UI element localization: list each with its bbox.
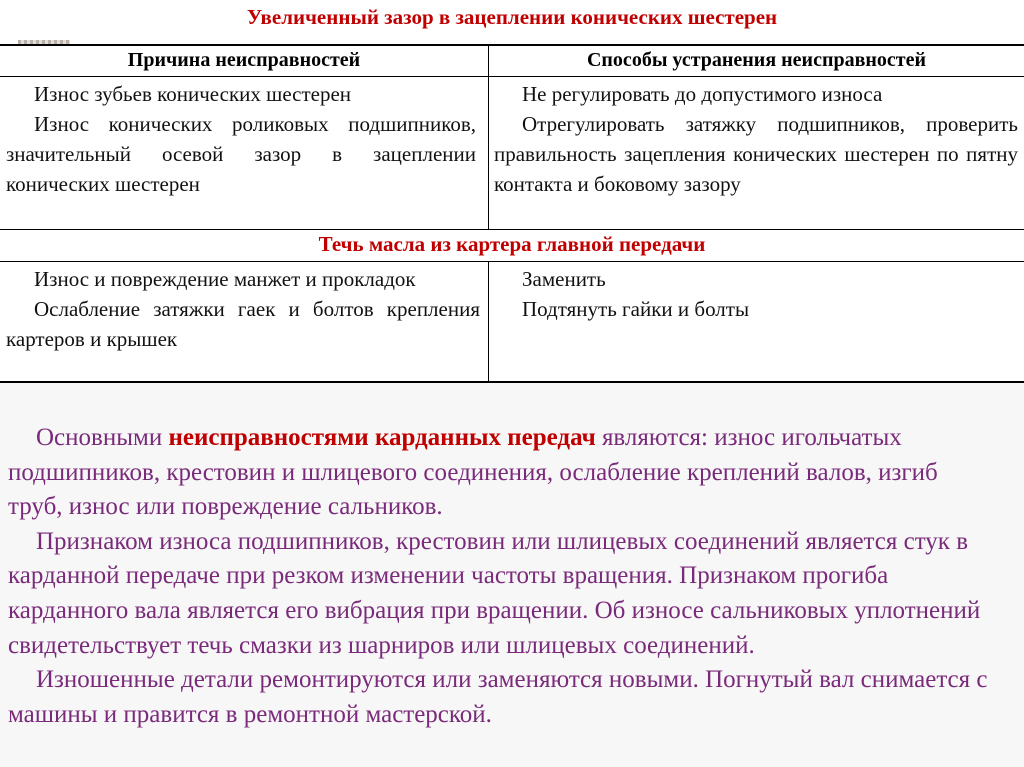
faults-table	[0, 44, 1024, 383]
paragraph-1	[8, 421, 988, 525]
cause-item: Износ и повреждение манжет и прокладок	[34, 267, 416, 291]
paragraph-3: Изношенные детали ремонтируются или заменяются новыми. Погнутый вал снимается с машины и правится в ремонтной мастерской.	[8, 666, 988, 728]
remedy-item: Подтянуть гайки и болты	[522, 297, 750, 321]
cause-item: Износ зубьев конических шестерен	[34, 82, 352, 106]
body-text	[8, 421, 988, 732]
header-remedy: Способы устранения неисправностей	[586, 49, 927, 71]
remedy-item: Заменить	[522, 267, 606, 291]
paragraph-2: Признаком износа подшипников, крестовин или шлицевых соединений является стук в карданной передаче при резком изменении частоты вращения. Признаком прогиба карданного вала является его вибрация при вращении. Об износе сальниковых уплотнений свидетельствует течь смазки из шарниров или шлицевых соединений.	[8, 527, 981, 659]
header-divider	[0, 76, 1024, 77]
p1-end: являются: износ игольчатых подшипников, крестовин и шлицевого соединения, ослабление креплений валов, изгиб труб, износ или повреждение сальников.	[8, 424, 938, 521]
p1-highlight: неисправностями карданных передач	[168, 424, 596, 451]
p1-start: Основными	[36, 424, 169, 451]
section2-title: Течь масла из картера главной передачи	[318, 232, 706, 256]
section2-remedies	[494, 264, 1018, 324]
section1-causes	[6, 79, 476, 199]
section-divider-bottom	[0, 261, 1024, 262]
cause-item: Износ конических роликовых подшипников, значительный осевой зазор в зацеплении конических шестерен	[6, 112, 476, 196]
cause-item: Ослабление затяжки гаек и болтов крепления картеров и крышек	[6, 297, 480, 351]
remedy-item: Не регулировать до допустимого износа	[522, 82, 883, 106]
column-divider-2	[488, 261, 489, 383]
section-divider-top	[0, 229, 1024, 230]
header-cause: Причина неисправностей	[127, 49, 361, 71]
column-divider-1	[488, 46, 489, 229]
section1-remedies	[494, 79, 1018, 199]
remedy-item: Отрегулировать затяжку подшипников, проверить правильность зацепления конических шестерен по пятну контакта и боковому зазору	[494, 112, 1018, 196]
table-title: Увеличенный зазор в зацеплении конических шестерен	[246, 5, 778, 29]
section2-causes	[6, 264, 480, 354]
